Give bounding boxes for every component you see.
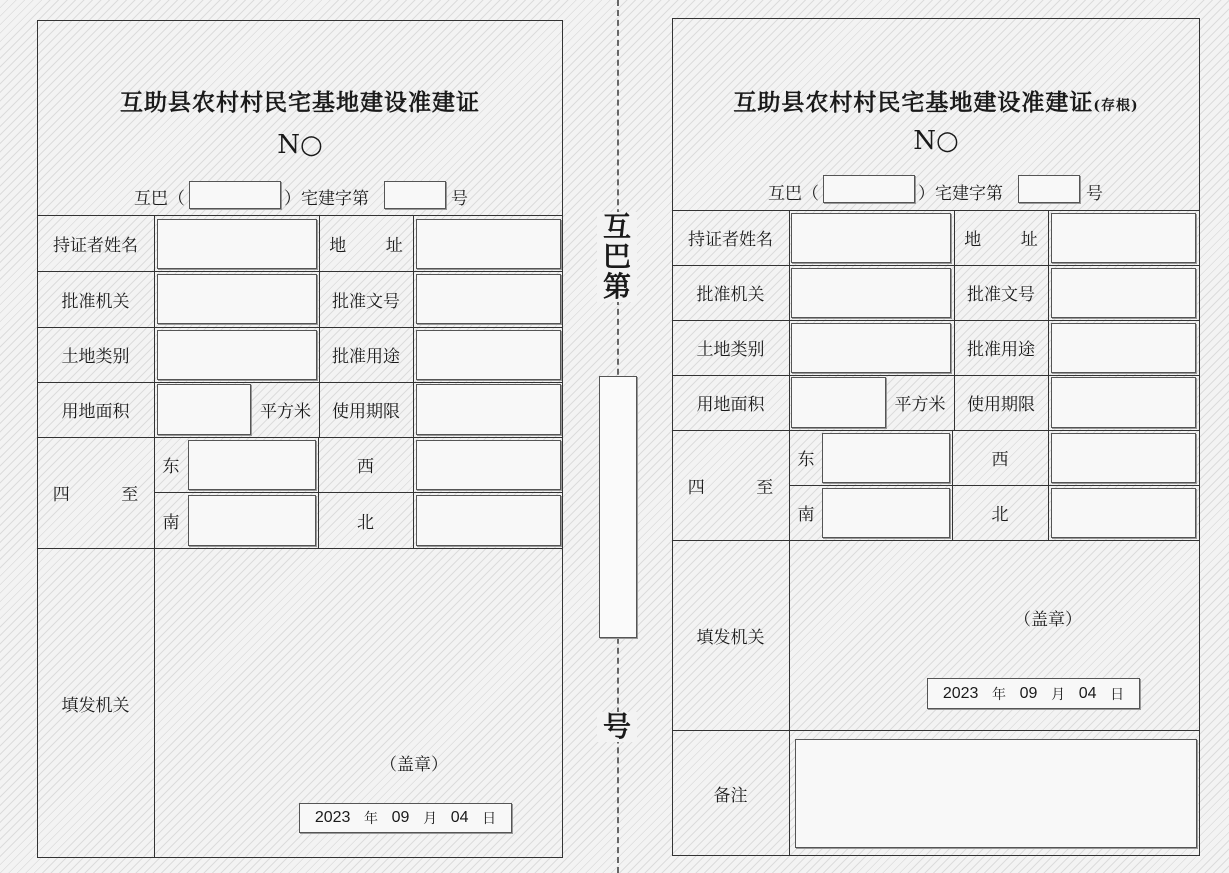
east-label: 东 [162, 457, 180, 477]
stub-north-label: 北 [991, 505, 1009, 525]
south-input[interactable] [188, 495, 316, 546]
stub-west-label: 西 [991, 450, 1009, 470]
approval-authority-label: 批准机关 [61, 291, 130, 312]
stub-date-day-unit: 日 [1110, 686, 1125, 703]
stub-land-area-label: 用地面积 [696, 395, 765, 415]
stub-code-mid: ）宅建字第 [918, 184, 1003, 204]
stub-remarks-label: 备注 [713, 785, 748, 806]
stub-certificate-number-input[interactable] [1018, 175, 1080, 203]
stub-code-prefix: 互巴（ [768, 184, 819, 204]
stub-approval-authority-input[interactable] [791, 268, 951, 318]
address-input[interactable] [416, 219, 561, 269]
boundaries-label: 四 至 [52, 485, 139, 505]
stub-land-type-input[interactable] [791, 323, 951, 373]
date-month: 09 [391, 809, 410, 826]
stub-west-input[interactable] [1051, 433, 1196, 483]
stub-code-suffix: 号 [1086, 184, 1103, 204]
spine-number-input[interactable] [599, 376, 637, 638]
grid-line [154, 215, 155, 858]
stub-issuer-label: 填发机关 [696, 627, 765, 648]
east-input[interactable] [188, 440, 316, 490]
stub-land-area-input[interactable] [791, 377, 886, 428]
certificate-number-input[interactable] [384, 181, 446, 209]
stub-title: 互助县农村村民宅基地建设准建证(存根) [733, 89, 1139, 116]
term-label: 使用期限 [332, 402, 400, 422]
approved-use-label: 批准用途 [332, 347, 400, 367]
stub-boundaries-label: 四 至 [687, 477, 774, 498]
holder-name-label: 持证者姓名 [53, 235, 138, 256]
stub-east-input[interactable] [822, 433, 950, 483]
stub-sqm-unit-label: 平方米 [894, 395, 946, 415]
stub-address-label: 地 址 [964, 230, 1038, 250]
stub-title-note: (存根) [1093, 98, 1139, 114]
date-day: 04 [450, 809, 469, 826]
stub-issue-date[interactable] [927, 678, 1140, 709]
stub-address-input[interactable] [1051, 213, 1196, 263]
stub-village-code-input[interactable] [823, 175, 915, 203]
code-prefix: 互巴（ [134, 189, 185, 209]
stub-date-year: 2023 [942, 684, 979, 702]
land-type-label: 土地类别 [61, 347, 130, 367]
grid-line [1048, 210, 1049, 540]
certificate-title: 互助县农村村民宅基地建设准建证 [120, 89, 480, 116]
west-label: 西 [357, 457, 374, 477]
approval-doc-no-input[interactable] [416, 274, 561, 324]
approval-doc-no-label: 批准文号 [332, 291, 400, 312]
land-type-input[interactable] [157, 330, 317, 380]
stub-approval-authority-label: 批准机关 [696, 285, 765, 305]
stub-number-mark: N○ [913, 126, 959, 156]
code-mid: ）宅建字第 [284, 189, 369, 209]
address-label: 地 址 [329, 235, 403, 256]
stub-remarks-input[interactable] [795, 739, 1197, 848]
stub-date-day: 04 [1078, 684, 1097, 702]
north-label: 北 [357, 512, 374, 533]
stub-approval-doc-no-label: 批准文号 [967, 285, 1035, 305]
stub-approved-use-input[interactable] [1051, 323, 1196, 373]
date-day-unit: 日 [482, 811, 497, 827]
date-year-unit: 年 [364, 811, 379, 827]
stub-east-label: 东 [797, 450, 815, 470]
stub-date-year-unit: 年 [992, 686, 1007, 703]
grid-line [789, 210, 790, 856]
issue-date[interactable] [299, 803, 512, 833]
spine-text-top: 互巴第 [597, 212, 637, 302]
village-code-input[interactable] [189, 181, 281, 209]
stub-approved-use-label: 批准用途 [967, 340, 1035, 360]
stub-date-month-unit: 月 [1051, 686, 1066, 703]
stub-approval-doc-no-input[interactable] [1051, 268, 1196, 318]
holder-name-input[interactable] [157, 219, 317, 269]
approval-authority-input[interactable] [157, 274, 317, 324]
west-input[interactable] [416, 440, 561, 490]
code-suffix: 号 [451, 189, 468, 209]
stub-holder-name-label: 持证者姓名 [688, 230, 773, 250]
stub-north-input[interactable] [1051, 488, 1196, 538]
stub-seal-text: （盖章） [1014, 610, 1082, 630]
grid-line [413, 215, 414, 548]
stub-land-type-label: 土地类别 [696, 340, 765, 360]
stub-term-label: 使用期限 [967, 395, 1035, 415]
north-input[interactable] [416, 495, 561, 546]
south-label: 南 [162, 512, 180, 533]
stub-south-input[interactable] [822, 488, 950, 538]
land-area-input[interactable] [157, 384, 251, 435]
approved-use-input[interactable] [416, 330, 561, 380]
sqm-unit-label: 平方米 [260, 402, 311, 422]
land-area-label: 用地面积 [61, 402, 130, 422]
date-month-unit: 月 [423, 811, 438, 827]
stub-date-month: 09 [1019, 684, 1038, 702]
term-input[interactable] [416, 384, 561, 435]
seal-text: （盖章） [380, 755, 448, 775]
stub-term-input[interactable] [1051, 377, 1196, 428]
spine-text-bottom: 号 [597, 712, 637, 742]
certificate-number-mark: N○ [277, 130, 323, 160]
stub-south-label: 南 [797, 505, 815, 525]
stub-holder-name-input[interactable] [791, 213, 951, 263]
issuer-label: 填发机关 [61, 695, 130, 716]
date-year: 2023 [314, 809, 351, 826]
